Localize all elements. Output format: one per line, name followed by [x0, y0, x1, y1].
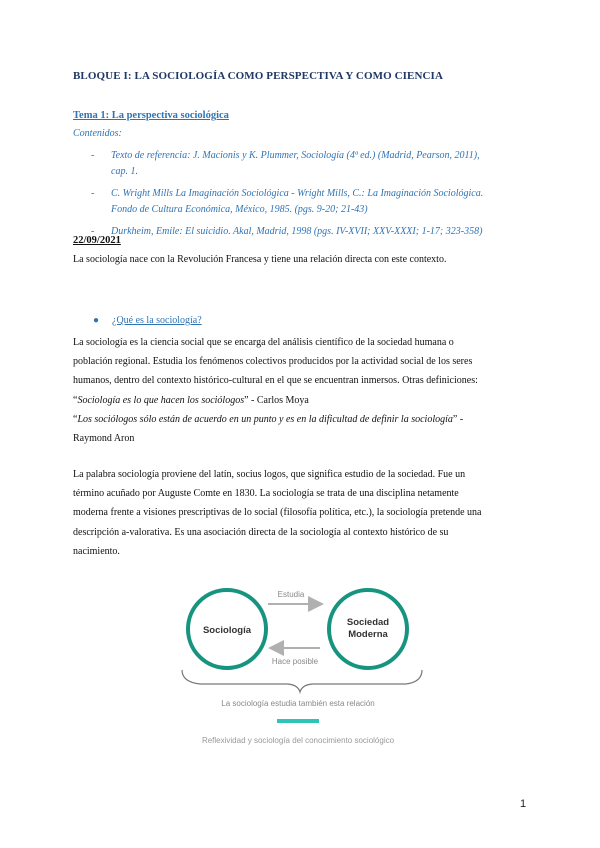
- reflexivity-label: Reflexividad y sociología del conocimiento sociológico: [201, 736, 395, 745]
- society-label-line1: Sociedad: [346, 617, 390, 628]
- reference-item: - C. Wright Mills La Imaginación Sociológica - Wright Mills, C.: La Imaginación Sociológica. Fondo de Cultura Económica, México, 1985. (pgs. 9-20; 21-43): [91, 188, 484, 215]
- definition-paragraph: La sociología es la ciencia social que se encarga del análisis científico de la sociedad humana o población regional. Estudia los fenómenos colectivos producidos por la actividad social de los seres humanos, dentro del contexto histórico-cultural en el que se encuentran inmersos. Otras definiciones: “Sociología es lo que hacen los sociólogos” - Carlos Moya “Los sociólogos sólo están de acuerdo en un punto y es en la dificultad de definir la sociología” - Raymond Aron: [73, 333, 527, 448]
- bullet-icon: ●: [93, 315, 100, 326]
- contents-label: Contenidos:: [73, 128, 122, 139]
- reference-item: - Texto de referencia: J. Macionis y K. Plummer, Sociología (4ª ed.) (Madrid, Pearson, 2011), cap. 1.: [91, 150, 480, 177]
- studies-label: Estudia: [277, 590, 305, 599]
- enables-label: Hace posible: [271, 657, 319, 666]
- sociology-label: Sociología: [202, 625, 252, 636]
- etymology-paragraph: La palabra sociología proviene del latín, socius logos, que significa estudio de la sociedad. Fue un término acuñado por Auguste Comte en 1830. La sociología se trata de una disciplina netamente moderna frente a visiones prescriptivas de lo social (filosofía política, etc.), la sociología pretende una descripción a-valorativa. Es una asociación directa de la sociología al contexto histórico de su nacimiento.: [73, 469, 482, 557]
- page-number: 1: [520, 798, 527, 810]
- question-heading: ¿Qué es la sociología?: [112, 315, 202, 326]
- quote-aron: “Los sociólogos sólo están de acuerdo en un punto y es en la dificultad de definir la sociología” -: [73, 413, 464, 425]
- reference-item: - Durkheim, Emile: El suicidio. Akal, Madrid, 1998 (pgs. IV-XVII; XXV-XXXI; 1-17; 323-358): [91, 226, 483, 237]
- sociology-diagram: [160, 582, 450, 750]
- block-heading: BLOQUE I: LA SOCIOLOGÍA COMO PERSPECTIVA Y COMO CIENCIA: [73, 70, 443, 82]
- relation-label: La sociología estudia también esta relación: [221, 699, 375, 708]
- accent-bar: [277, 719, 319, 723]
- intro-paragraph: La sociología nace con la Revolución Francesa y tiene una relación directa con este contexto.: [73, 254, 447, 265]
- topic-title: Tema 1: La perspectiva sociológica: [73, 110, 229, 121]
- relation-brace: [182, 670, 422, 692]
- date-heading: 22/09/2021: [73, 235, 121, 246]
- society-label-line2: Moderna: [348, 629, 388, 640]
- quote-moya: “Sociología es lo que hacen los sociólogos” - Carlos Moya: [73, 394, 309, 406]
